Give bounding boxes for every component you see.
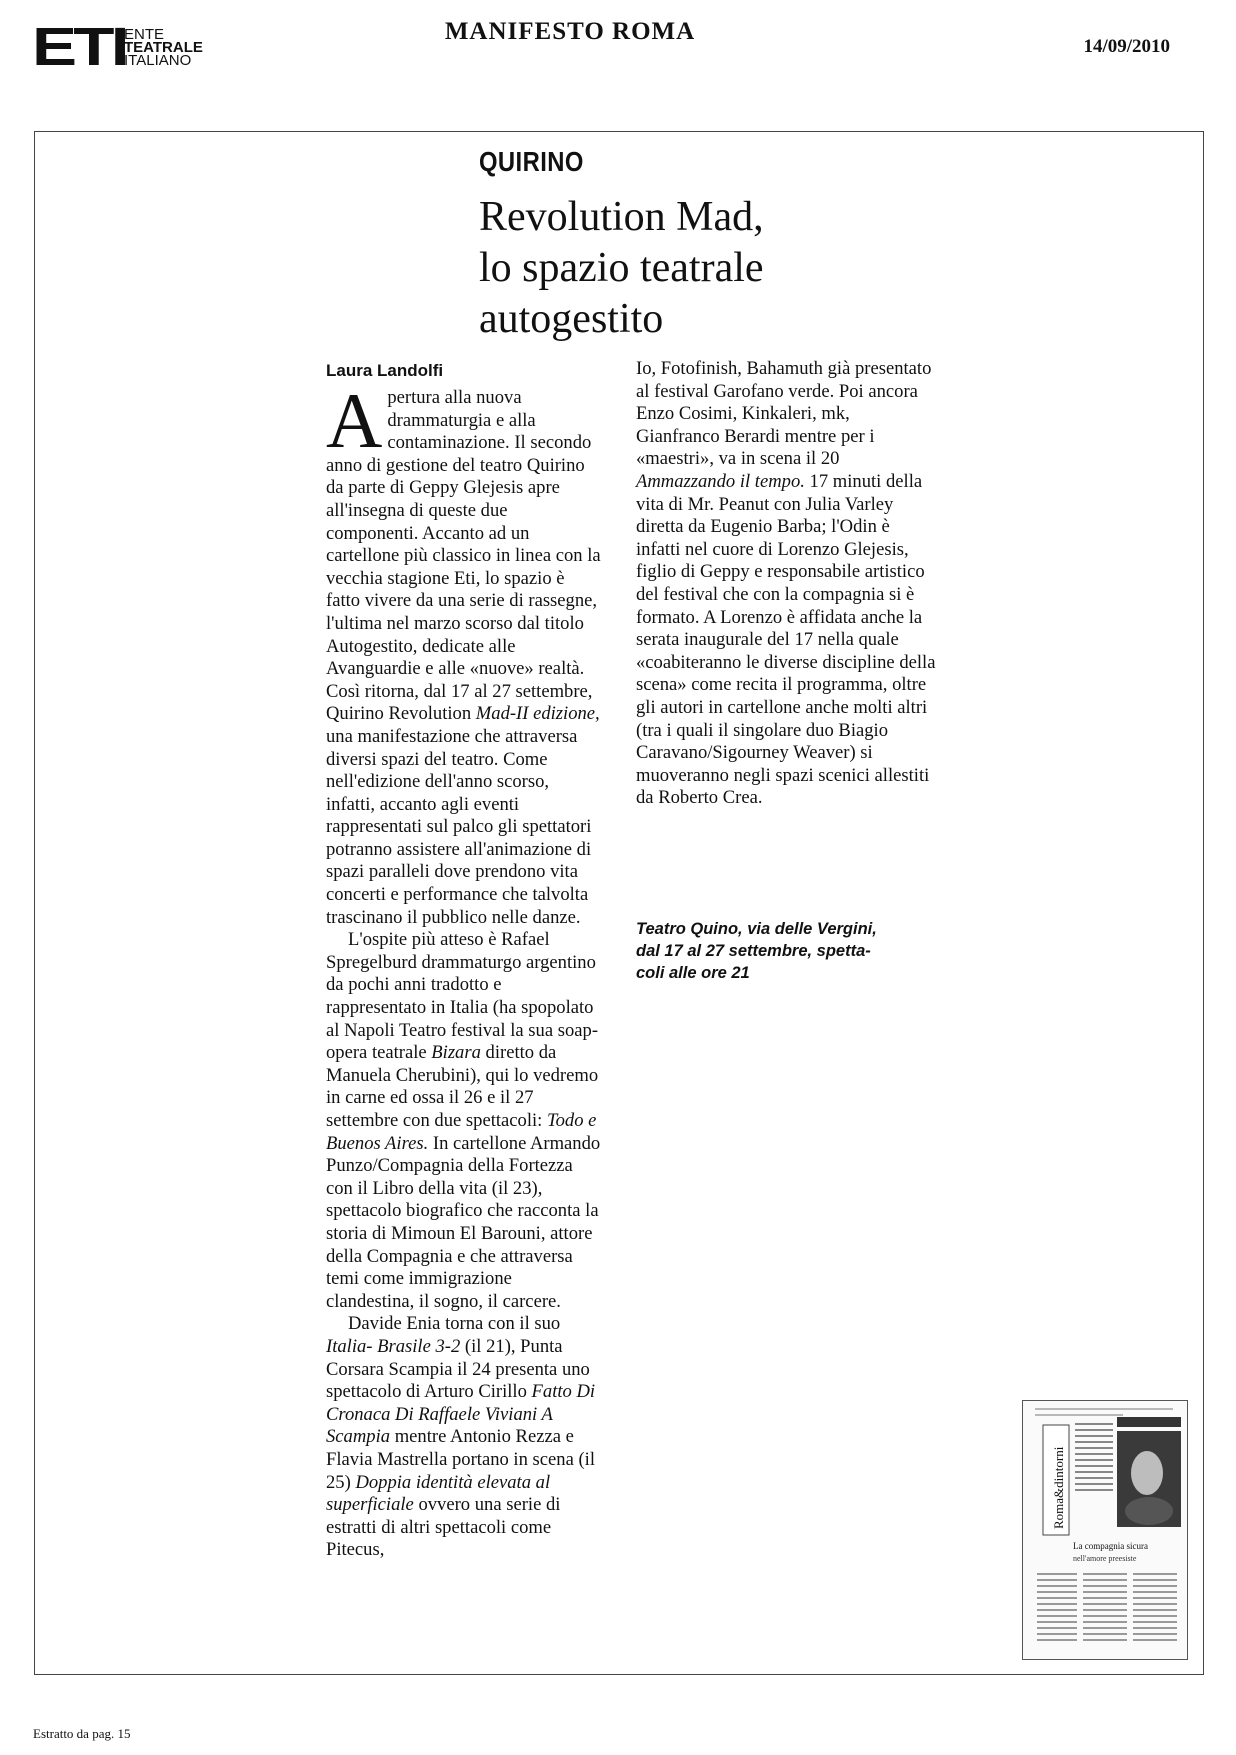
headline-line-2: lo spazio teatrale: [479, 245, 764, 291]
column-2-text-b: 17 minuti della vita di Mr. Peanut con Julia Varley diretta da Eugenio Barba; l'Odin è infatti nel cuore di Lorenzo Glejesis, figlio di Geppy e responsabile artistico del festival che con la compagnia si è formato. A Lorenzo è affidata anche la serata inaugurale del 17 nella quale «coabiteranno le diverse discipline della scena» come recita il programma, oltre gli autori in cartellone anche molti altri (tra i quali il singolare duo Biagio Caravano/Sigourney Weaver) si muoveranno negli spazi scenici allestiti da Roberto Crea.: [636, 470, 936, 809]
event-info-line-3: coli alle ore 21: [636, 964, 750, 982]
headline-line-3: autogestito: [479, 296, 664, 342]
article-column-1: [326, 377, 601, 1562]
article-headline: [479, 192, 899, 345]
article-kicker: QUIRINO: [479, 146, 584, 177]
article-column-2: [636, 358, 936, 810]
drop-cap: A: [326, 377, 383, 464]
paragraph-3-italic-2: Fatto Di Cronaca Di Raffaele Viviani A Scampia: [326, 1381, 596, 1448]
paragraph-1-text: pertura alla nuova drammaturgia e alla contaminazione. Il secondo anno di gestione del teatro Quirino da parte di Geppy Glejesis apre all'insegna di queste due componenti. Accanto ad un cartellone più classico in linea con la vecchia stagione Eti, lo spazio è fatto vivere da una serie di rassegne, l'ultima nel marzo scorso dal titolo Autogestito, dedicate alle Avanguardie e alle «nuove» realtà. Così ritorna, dal 17 al 27 settembre, Quirino Revolution: [326, 387, 601, 725]
paragraph-3-italic-1: Italia- Brasile 3-2: [326, 1335, 461, 1357]
logo-line-1: ENTE: [124, 25, 165, 43]
thumbnail-page-image: [1023, 1401, 1187, 1659]
page-footer: Estratto da pag. 15: [33, 1726, 131, 1741]
article-byline: Laura Landolfi: [326, 361, 444, 380]
paragraph-2-text-c: In cartellone Armando Punzo/Compagnia della Fortezza con il Libro della vita (il 23), spettacolo biografico che racconta la storia di Mimoun El Barouni, attore della Compagnia e che attraversa temi come immigrazione clandestina, il sogno, il carcere.: [326, 1132, 601, 1312]
paragraph-2-italic-2: Todo e Buenos Aires.: [326, 1110, 597, 1154]
paragraph-2-italic-1: Bizara: [431, 1042, 481, 1064]
event-info-line-1: Teatro Quino, via delle Vergini,: [636, 920, 877, 938]
event-info: [636, 918, 936, 984]
column-2-paragraph: [636, 358, 936, 810]
logo-line-2: TEATRALE: [124, 38, 203, 56]
publication-name: MANIFESTO ROMA: [444, 18, 696, 45]
logo-line-3: ITALIANO: [124, 51, 192, 69]
paragraph-1-end: una manifestazione che attraversa diversi spazi del teatro. Come nell'edizione dell'anno scorso, infatti, accanto agli eventi rappresentati sul palco gli spettatori potranno assistere all'animazione di spazi paralleli dove prendono vita concerti e performance che talvolta trascinano il pubblico nelle danze.: [326, 725, 592, 928]
paragraph-3-text-d: ovvero una serie di estratti di altri spettacoli come Pitecus,: [326, 1494, 561, 1561]
page-thumbnail: [1022, 1400, 1188, 1660]
publication-date: 14/09/2010: [1083, 36, 1170, 57]
thumbnail-caption-1: La compagnia sicura: [1073, 1541, 1148, 1551]
article-paragraph-2: [326, 929, 601, 1313]
article-paragraph-3: [326, 1313, 601, 1562]
paragraph-1-italic: Mad-II edizione,: [475, 703, 600, 725]
eti-logo-mark: ETI: [32, 17, 126, 77]
article-paragraph-1: [326, 377, 601, 929]
paragraph-2-text-a: L'ospite più atteso è Rafael Spregelburd drammaturgo argentino da pochi anni tradotto e rappresentato in Italia (ha spopolato al Napoli Teatro festival la sua soap-opera teatrale: [326, 929, 599, 1064]
paragraph-3-text-c: mentre Antonio Rezza e Flavia Mastrella portano in scena (il 25): [326, 1426, 596, 1493]
thumbnail-caption-2: nell'amore preesiste: [1073, 1554, 1137, 1563]
thumbnail-section-label: Roma&dintorni: [1051, 1446, 1066, 1529]
paragraph-3-text-a: Davide Enia torna con il suo: [348, 1313, 561, 1335]
paragraph-3-text-b: (il 21), Punta Corsara Scampia il 24 presenta uno spettacolo di Arturo Cirillo: [326, 1335, 590, 1403]
paragraph-2-text-b: diretto da Manuela Cherubini), qui lo vedremo in carne ed ossa il 26 e il 27 settembre con due spettacoli:: [326, 1042, 599, 1131]
paragraph-3-italic-3: Doppia identità elevata al superficiale: [326, 1471, 551, 1516]
headline-line-1: Revolution Mad,: [479, 194, 764, 240]
column-2-text-a: Io, Fotofinish, Bahamuth già presentato al festival Garofano verde. Poi ancora Enzo Cosimi, Kinkaleri, mk, Gianfranco Berardi mentre per i «maestri», va in scena il 20: [636, 358, 932, 470]
event-info-line-2: dal 17 al 27 settembre, spetta-: [636, 942, 871, 960]
column-2-italic: Ammazzando il tempo.: [636, 470, 805, 492]
